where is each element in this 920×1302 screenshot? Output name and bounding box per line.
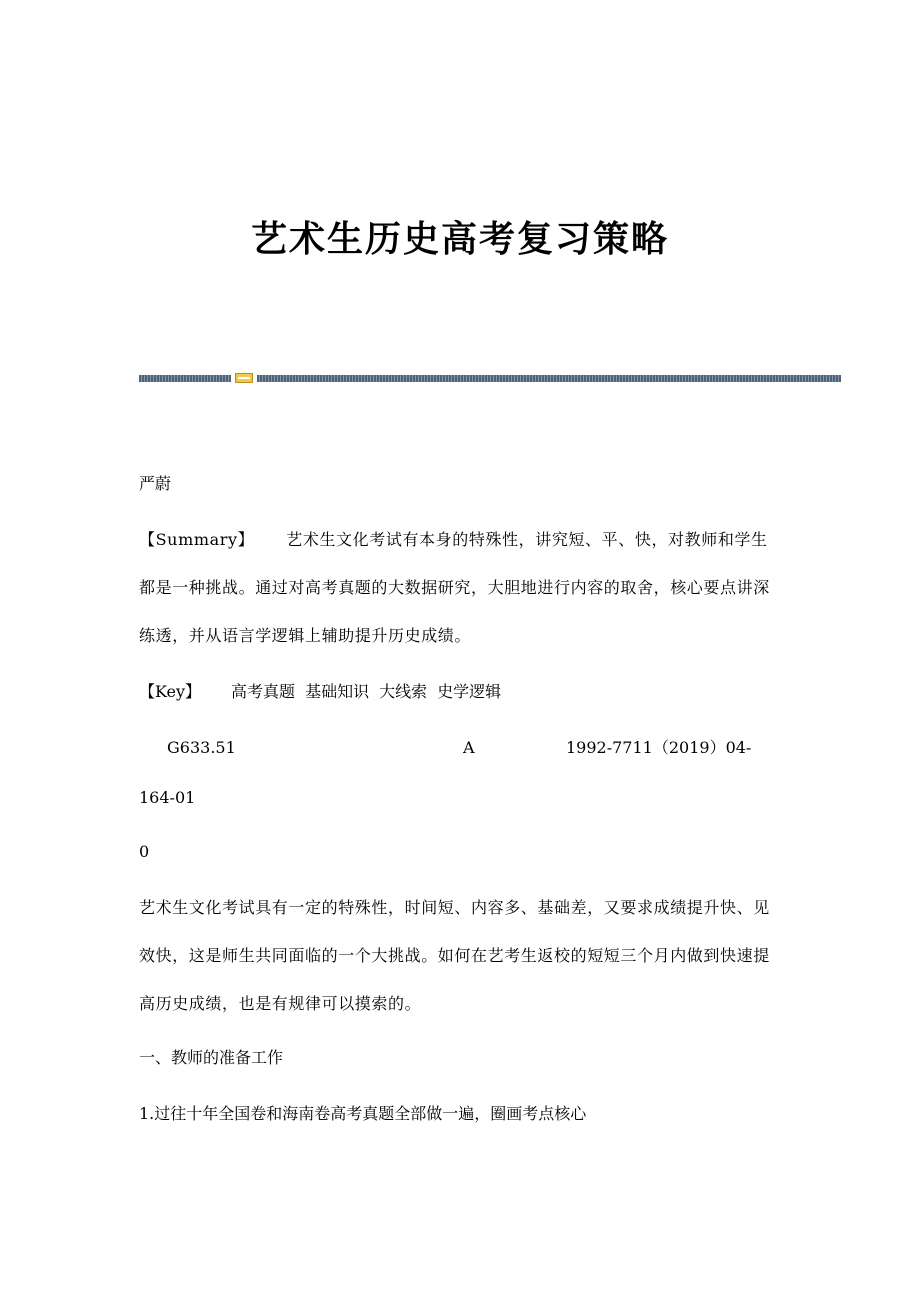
author-name: 严蔚 xyxy=(139,474,172,493)
keyword-item: 基础知识 xyxy=(305,682,370,701)
keywords-line xyxy=(139,680,501,704)
section-heading: 一、教师的准备工作 xyxy=(139,1048,284,1067)
extra-line: 0 xyxy=(139,842,150,861)
intro-paragraph: 艺术生文化考试具有一定的特殊性，时间短、内容多、基础差，又要求成绩提升快、见效快，这是师生共同面临的一个大挑战。如何在艺考生返校的短短三个月内做到快速提高历史成绩，也是有规律可以摸索的。 xyxy=(139,898,770,1013)
document-title: 艺术生历史高考复习策略 xyxy=(250,219,669,260)
summary-label: 【Summary】 xyxy=(139,530,255,549)
summary-text: 艺术生文化考试有本身的特殊性，讲究短、平、快，对教师和学生都是一种挑战。通过对高考真题的大数据研究，大胆地进行内容的取舍，核心要点讲深练透，并从语言学逻辑上辅助提升历史成绩。 xyxy=(139,530,770,645)
article-number-line1: 1992-7711（2019）04- xyxy=(566,738,752,757)
divider-emblem-icon xyxy=(235,373,253,383)
divider-bar-right xyxy=(257,375,841,382)
subsection-heading: 1.过往十年全国卷和海南卷高考真题全部做一遍，圈画考点核心 xyxy=(139,1104,587,1123)
divider-bar-left xyxy=(139,375,231,382)
keyword-item: 史学逻辑 xyxy=(437,682,502,701)
title-divider xyxy=(139,372,841,384)
clc-number: G633.51 xyxy=(167,738,236,757)
summary-paragraph xyxy=(139,516,779,660)
keywords-label: 【Key】 xyxy=(139,682,202,701)
document-code: A xyxy=(463,738,475,757)
keyword-item: 大线索 xyxy=(379,682,428,701)
keyword-item: 高考真题 xyxy=(231,682,296,701)
article-number-line2: 164-01 xyxy=(139,788,196,807)
